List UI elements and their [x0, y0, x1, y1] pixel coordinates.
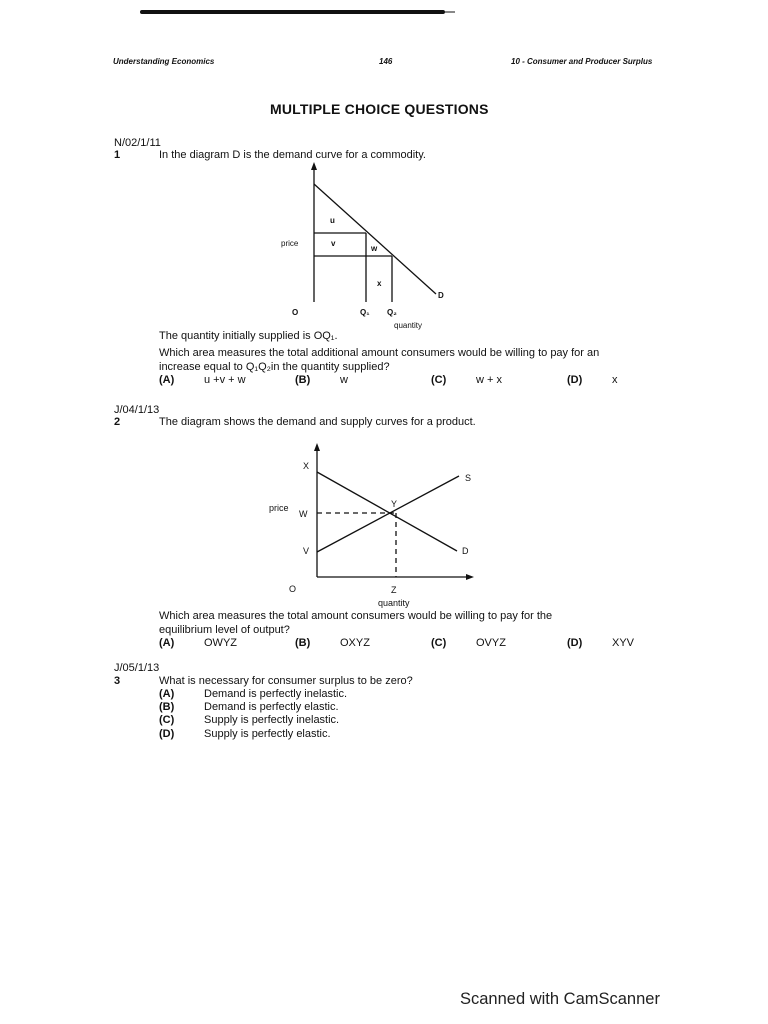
option-text: w: [340, 374, 348, 386]
question-number: 3: [114, 675, 121, 687]
question-text: The diagram shows the demand and supply curves for a product.: [159, 416, 476, 428]
option-text: x: [612, 374, 618, 386]
quantity-label: quantity: [394, 321, 423, 330]
question-code: N/02/1/11: [114, 137, 161, 149]
option-text: u +v + w: [204, 374, 246, 386]
point-w-label: W: [299, 509, 308, 519]
option-letter: (B): [159, 701, 175, 713]
page-title: MULTIPLE CHOICE QUESTIONS: [270, 101, 489, 117]
point-y-label: Y: [391, 499, 398, 509]
question-after-text: increase equal to Q₁Q₂in the quantity supplied?: [159, 361, 390, 373]
scanner-watermark: Scanned with CamScanner: [460, 990, 660, 1008]
option-letter: (C): [431, 374, 447, 386]
option-letter: (A): [159, 637, 175, 649]
question-code: J/05/1/13: [114, 662, 160, 674]
question-after-text: equilibrium level of output?: [159, 624, 290, 636]
option-text: OWYZ: [204, 637, 237, 649]
q1-label: Q₁: [360, 308, 370, 317]
option-letter: (B): [295, 374, 311, 386]
supply-label: S: [465, 473, 472, 483]
option-letter: (C): [431, 637, 447, 649]
question-number: 2: [114, 416, 121, 428]
quantity-label: quantity: [378, 598, 410, 608]
option-letter: (D): [159, 728, 175, 740]
scan-edge-line: [140, 10, 445, 14]
area-u-label: u: [330, 216, 335, 225]
option-text: XYV: [612, 637, 635, 649]
option-text: Demand is perfectly elastic.: [204, 701, 339, 713]
axis-arrow-icon: [311, 162, 317, 170]
option-text: w + x: [476, 374, 502, 386]
question-after-text: The quantity initially supplied is OQ₁.: [159, 330, 338, 342]
option-letter: (A): [159, 688, 175, 700]
point-z-label: Z: [391, 585, 397, 595]
header-page-number: 146: [379, 57, 393, 66]
option-letter: (D): [567, 374, 583, 386]
area-w-label: w: [371, 244, 378, 253]
question-number: 1: [114, 149, 121, 161]
option-letter: (D): [567, 637, 583, 649]
question-after-text: Which area measures the total additional amount consumers would be willing to pay for an: [159, 347, 600, 359]
header-chapter-title: 10 - Consumer and Producer Surplus: [511, 57, 653, 66]
origin-label: O: [292, 308, 299, 317]
price-label: price: [269, 503, 289, 513]
point-x-label: X: [303, 461, 310, 471]
demand-label: D: [438, 291, 444, 300]
option-text: Supply is perfectly elastic.: [204, 728, 331, 740]
question-code: J/04/1/13: [114, 404, 160, 416]
point-v-label: V: [303, 546, 310, 556]
supply-demand-diagram: [265, 440, 485, 612]
q2-label: Q₂: [387, 308, 397, 317]
option-text: OVYZ: [476, 637, 506, 649]
question-text: What is necessary for consumer surplus to be zero?: [159, 675, 413, 687]
header-book-title: Understanding Economics: [113, 57, 215, 66]
axis-arrow-icon: [314, 443, 320, 451]
demand-line: [317, 472, 457, 551]
scan-edge-line-tail: [445, 11, 455, 13]
demand-label: D: [462, 546, 469, 556]
option-text: OXYZ: [340, 637, 370, 649]
option-letter: (A): [159, 374, 175, 386]
price-label: price: [281, 239, 299, 248]
question-after-text: Which area measures the total amount consumers would be willing to pay for the: [159, 610, 553, 622]
question-text: In the diagram D is the demand curve for a commodity.: [159, 149, 426, 161]
option-text: Supply is perfectly inelastic.: [204, 714, 340, 726]
axis-arrow-icon: [466, 574, 474, 580]
option-letter: (C): [159, 714, 175, 726]
area-x-label: x: [377, 279, 382, 288]
option-letter: (B): [295, 637, 311, 649]
demand-curve-diagram: [270, 160, 460, 335]
origin-label: O: [289, 584, 297, 594]
option-text: Demand is perfectly inelastic.: [204, 688, 348, 700]
area-v-label: v: [331, 239, 336, 248]
